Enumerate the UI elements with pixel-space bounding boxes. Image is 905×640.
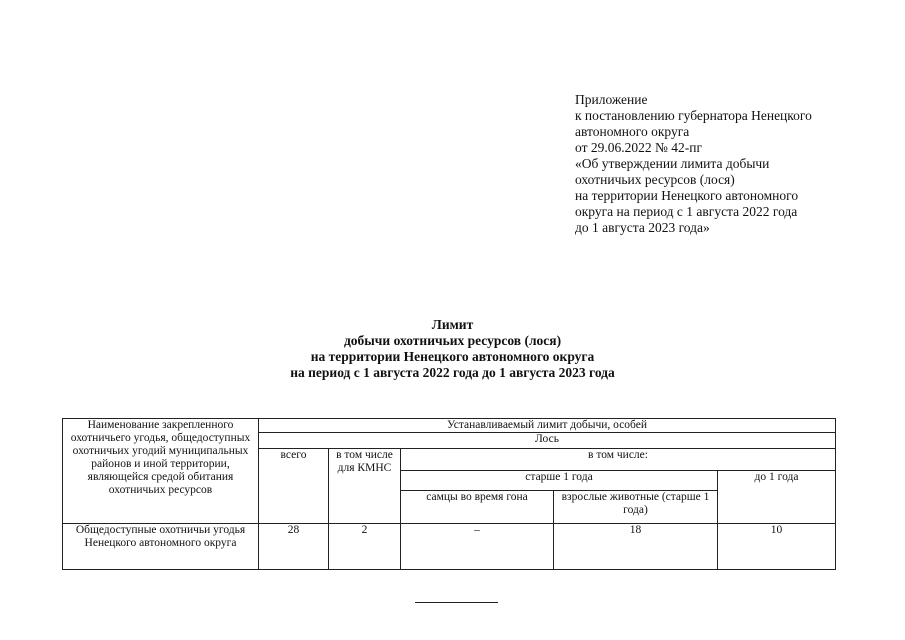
appendix-line: округа на период с 1 августа 2022 года (575, 204, 798, 219)
title-line: на период с 1 августа 2022 года до 1 августа 2023 года (290, 365, 615, 380)
appendix-line: «Об утверждении лимита добычи (575, 156, 770, 171)
table-row (63, 524, 836, 570)
appendix-line: к постановлению губернатора Ненецкого (575, 108, 812, 123)
limit-table (62, 418, 836, 570)
title-line: на территории Ненецкого автономного округа (310, 349, 595, 364)
row-name: Общедоступные охотничьи угодья Ненецкого автономного округа (63, 524, 259, 570)
title-line: добычи охотничьих ресурсов (лося) (343, 333, 562, 348)
end-divider (415, 602, 498, 603)
appendix-line: до 1 августа 2023 года» (575, 220, 710, 235)
row-total: 28 (259, 524, 329, 570)
appendix-line: автономного округа (575, 124, 690, 139)
header-adults: взрослые животные (старше 1 года) (554, 491, 718, 524)
header-total: всего (259, 449, 329, 524)
appendix-line: от 29.06.2022 № 42-пг (575, 140, 702, 155)
row-males-rut: – (401, 524, 554, 570)
header-species: Лось (259, 433, 836, 449)
header-name-column: Наименование закрепленного охотничьего угодья, общедоступных охотничьих угодий муниципальных районов и иной территории, являющейся средой обитания охотничьих ресурсов (63, 419, 259, 524)
title-line: Лимит (431, 317, 474, 332)
row-adults: 18 (554, 524, 718, 570)
appendix-line: охотничьих ресурсов (лося) (575, 172, 735, 187)
header-kmns: в том числе для КМНС (329, 449, 401, 524)
appendix-header (575, 92, 875, 236)
header-males-rut: самцы во время гона (401, 491, 554, 524)
appendix-line: Приложение (575, 92, 648, 107)
appendix-line: на территории Ненецкого автономного (575, 188, 799, 203)
document-title (0, 317, 905, 381)
header-limit-group: Устанавливаемый лимит добычи, особей (259, 419, 836, 433)
row-under-1y: 10 (718, 524, 836, 570)
header-under-1y: до 1 года (718, 471, 836, 524)
row-kmns: 2 (329, 524, 401, 570)
header-including: в том числе: (401, 449, 836, 471)
header-older-1y: старше 1 года (401, 471, 718, 491)
